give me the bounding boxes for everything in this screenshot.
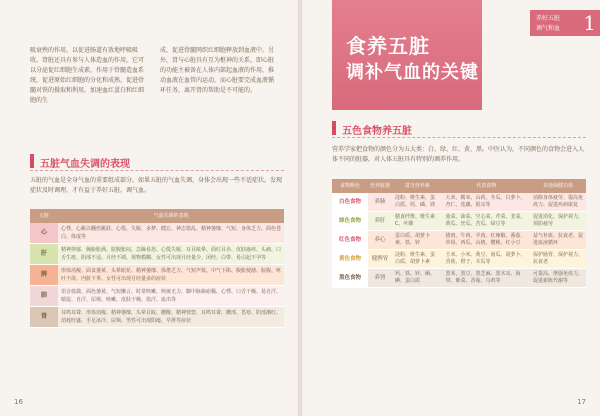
- left-page: [0, 0, 298, 416]
- page-number: 16: [14, 398, 23, 406]
- chapter-corner-tab: [530, 10, 600, 36]
- chapter-tab-line-1: 养好五脏: [536, 15, 561, 22]
- table-row: [30, 307, 284, 328]
- table-header: 食物颜色: [332, 179, 368, 193]
- table-row: [30, 223, 284, 244]
- chapter-tab-line-2: 调气和血: [536, 25, 561, 32]
- table-header: 气血失调的表现: [58, 209, 284, 223]
- heading-divider: [30, 170, 284, 171]
- foods-cell: 黑米、黑豆、黑芝麻、黑木耳、海带、紫菜、香菇、乌鸡等: [443, 269, 530, 288]
- table-header: 富含营养素: [392, 179, 443, 193]
- table-row: [30, 244, 284, 265]
- symptom-cell: 心悸、心跳以翻倍跳跃、心慌、失眠、多梦、健忘、神志错乱、精神萎靡、气短、身体乏力、面色苍白、体虚等: [58, 223, 284, 244]
- foods-cell: 玉米、小米、黄豆、南瓜、胡萝卜、香蕉、橙子、木瓜等: [443, 250, 530, 269]
- heading-divider: [332, 137, 586, 138]
- table-header-row: [332, 179, 586, 193]
- nutrient-cell: 淀粉、维生素、蛋白质、胡萝卜素: [392, 250, 443, 269]
- chapter-number: 1: [583, 11, 596, 35]
- section-intro: 五脏的气血是全身气血的重要组成部分。如果五脏的气血失调，身体会出现一些不适症状。发现症状及时调理，才有益于养好五脏，调气血。: [30, 177, 283, 194]
- table-row: [332, 231, 586, 250]
- benefit-cell: 消除身体疲劳、提高免疫力、促进疾病康复: [530, 193, 586, 212]
- food-color-cell: 白色食物: [332, 193, 368, 212]
- table-row: [332, 269, 586, 288]
- table-header: 五脏: [30, 209, 58, 223]
- table-header-row: [30, 209, 284, 223]
- right-page: [302, 0, 600, 416]
- benefit-cell: 促进消化、保护视力、预防疲劳: [530, 212, 586, 231]
- foods-cell: 菠菜、油菜、空心菜、芹菜、韭菜、黄瓜、丝瓜、苦瓜、绿豆等: [443, 212, 530, 231]
- nutrient-cell: 蛋白质、胡萝卜素、铁、锌: [392, 231, 443, 250]
- heading-accent-bar: [332, 121, 336, 135]
- nutrient-cell: 淀粉、维生素、蛋白质、钙、磷、镁: [392, 193, 443, 212]
- organ-symptom-table: [30, 209, 284, 328]
- foods-cell: 大米、糯米、山药、冬瓜、白萝卜、杏仁、莲藕、银耳等: [443, 193, 530, 212]
- section-intro: 营养学家把食物的颜色分为五大类：白、绿、红、黄、黑。中医认为，不同颜色的食物会进入人体不同的脏器，对人体五脏具有特别的调养作用。: [332, 146, 585, 163]
- organ-cell: 心: [30, 223, 58, 244]
- heading-accent-bar: [30, 154, 34, 168]
- food-color-cell: 黄色食物: [332, 250, 368, 269]
- nutrient-cell: 钙、铁、锌、硒、碘、蛋白质: [392, 269, 443, 288]
- organ-cell: 肺: [30, 286, 58, 307]
- organ-cell: 脾: [30, 265, 58, 286]
- organ-cell: 肝: [30, 244, 58, 265]
- body-text-column-1: 吸衰殃的作用，以促进肠道有效地呼吸吸收。肾脏还具有参与人体造血的作用，它可以分泌促红细胞生成素，作用于骨髓造血系统，促进原始红细胞的分化和成熟，促进骨髓对铁的摄取和利用，加速血红蛋白和红细胞的生: [30, 47, 145, 104]
- page-number: 17: [577, 398, 586, 406]
- food-color-cell: 黑色食物: [332, 269, 368, 288]
- organ-cell: 养肾: [368, 269, 392, 288]
- section-heading: 五色食物养五脏: [342, 126, 412, 137]
- symptom-cell: 语音低微、面色萎黄、气短懒言、时常咳嗽、咳痰无力、脚中脉絡瘀稀、心悸、口舌干燥、易自汗、喘促、自汗、尿频、咳嗽、皮肤干燥、盗汗、血出等: [58, 286, 284, 307]
- organ-cell: 肾: [30, 307, 58, 328]
- organ-cell: 养心: [368, 231, 392, 250]
- title-banner: [332, 0, 482, 110]
- food-color-table: [332, 179, 586, 288]
- table-row: [332, 193, 586, 212]
- table-header: 代表食物: [443, 179, 530, 193]
- table-row: [30, 286, 284, 307]
- benefit-cell: 益气补血、抗衰老、促进血液循环: [530, 231, 586, 250]
- symptom-cell: 形体消瘦、面食萎黄、头晕眼花、精神萎靡、体倦乏力、气短声低、中气下陷、腹胀便溏、脘腹、呕吐不欲、内脏下垂、女性可出现月经量多的症状: [58, 265, 284, 286]
- food-color-cell: 红色食物: [332, 231, 368, 250]
- table-header: 其他保健功效: [530, 179, 586, 193]
- organ-cell: 养肺: [368, 193, 392, 212]
- benefit-cell: 可提高、增强免疫力、促进新陈代谢等: [530, 269, 586, 288]
- table-row: [332, 212, 586, 231]
- symptom-cell: 精神抑郁、胸胁胀满、脘腹胀闷、急躁易怒、心慌失眠、耳目眩晕、面红目赤、皮肤瘙痒、头痛、口舌生疮、阴部不适、月经不调、视物模糊、女性可出现月经量少、闭经、白带、易引起不孕等: [58, 244, 284, 265]
- organ-cell: 健脾胃: [368, 250, 392, 269]
- table-row: [332, 250, 586, 269]
- nutrient-cell: 膳食纤维、维生素C、叶酸: [392, 212, 443, 231]
- foods-cell: 猪肉、牛肉、羊肉、红辣椒、番茄、草莓、西瓜、山楂、樱桃、红小豆: [443, 231, 530, 250]
- food-color-cell: 绿色食物: [332, 212, 368, 231]
- table-row: [30, 265, 284, 286]
- section-heading: 五脏气血失调的表现: [40, 159, 130, 170]
- benefit-cell: 保护肠胃、保护视力、抗衰老: [530, 250, 586, 269]
- banner-title-line-2: 调补气血的关键: [346, 62, 479, 83]
- table-header: 营养脏器: [368, 179, 392, 193]
- banner-title-line-1: 食养五脏: [346, 34, 430, 58]
- organ-cell: 养肝: [368, 212, 392, 231]
- body-text-column-2: 成，促进骨髓网织红细胞释放到血液中。另外，肾与心脏具有互为枢神的关系，即心脏的功能主被备在人体内部起血液的作用，推动血液在血管内运动，而心脏要完成血液循环任务，离开肾的帮助是不可能的。: [160, 47, 275, 94]
- symptom-cell: 耳鸣耳聋、形体消瘦、精神萎靡、头晕目眩、腰酸、精神恍惚、耳鸣耳聋、腰部、畏寒、阴部潮红、消耗旺盛、手足冰冷、尿频、男性可出现阳痿、早泄等症状: [58, 307, 284, 328]
